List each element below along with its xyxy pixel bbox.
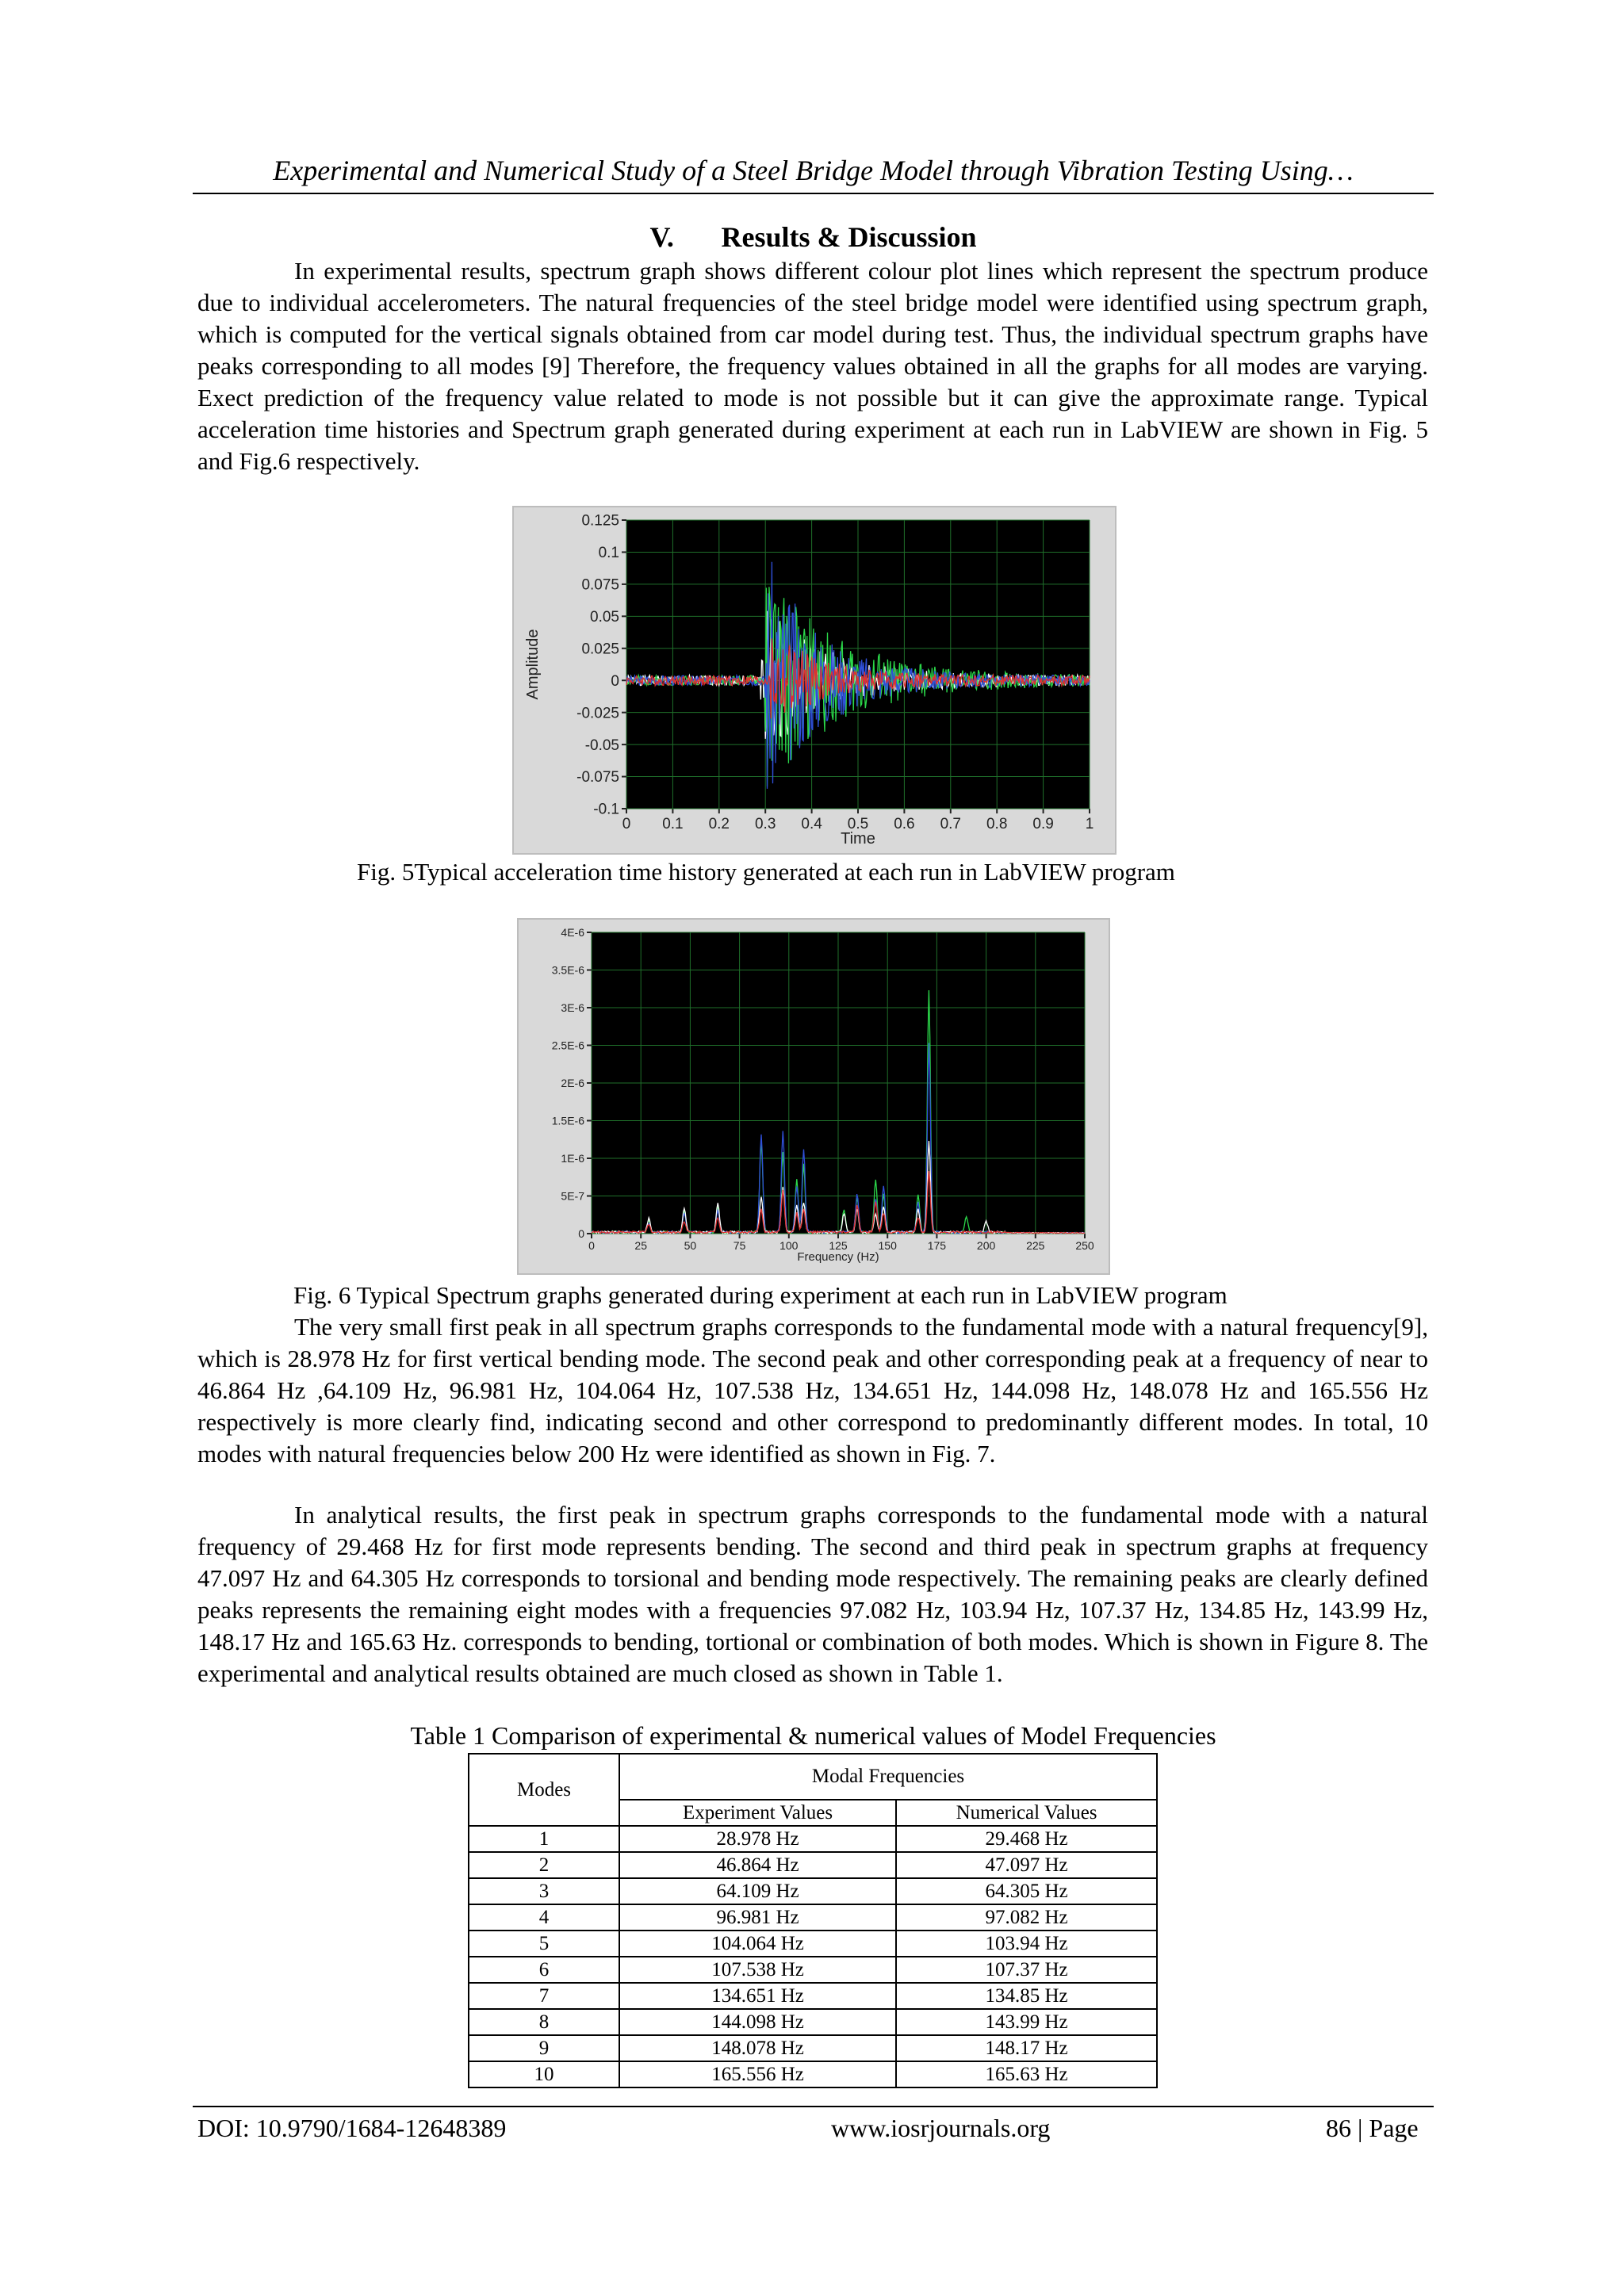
paragraph-intro bbox=[197, 255, 1428, 477]
x-tick-label: 175 bbox=[927, 1239, 947, 1252]
y-tick-label: -0.1 bbox=[593, 801, 619, 818]
paragraph-intro-text: In experimental results, spectrum graph shows different colour plot lines which represent the spectrum produce due to individual accelerometers. The natural frequencies of the steel bridge model were identified using spectrum graph, which is computed for the vertical signals obtained from car model during test. Thus, the individual spectrum graphs have peaks corresponding to all modes [9] Therefore, the frequency values obtained in all the graphs for all modes are varying. Exect prediction of the frequency value related to mode is not possible but it can give the approximate range. Typical acceleration time histories and Spectrum graph generated during experiment at each run in LabVIEW are shown in Fig. 5 and Fig.6 respectively. bbox=[197, 257, 1428, 475]
figure-5-caption: Fig. 5Typical acceleration time history generated at each run in LabVIEW program bbox=[357, 858, 1175, 886]
x-tick-label: 75 bbox=[733, 1239, 746, 1252]
y-tick-label: 1E-6 bbox=[561, 1151, 584, 1165]
cell-experiment: 134.651 Hz bbox=[619, 1983, 896, 2009]
x-tick-label: 0.5 bbox=[847, 816, 869, 832]
figure-6-caption: Fig. 6 Typical Spectrum graphs generated during experiment at each run in LabVIEW program bbox=[293, 1281, 1228, 1309]
header-modes: Modes bbox=[469, 1754, 619, 1826]
x-tick-label: 0.1 bbox=[662, 816, 684, 832]
footer-doi: DOI: 10.9790/1684-12648389 bbox=[197, 2114, 507, 2142]
header-modal-frequencies: Modal Frequencies bbox=[619, 1754, 1157, 1800]
cell-mode: 1 bbox=[469, 1826, 619, 1852]
paragraph-analytical bbox=[197, 1499, 1428, 1689]
x-tick-label: 225 bbox=[1026, 1239, 1045, 1252]
cell-numerical: 143.99 Hz bbox=[896, 2009, 1157, 2035]
x-tick-label: 0 bbox=[622, 816, 631, 832]
x-tick-label: 1 bbox=[1085, 816, 1094, 832]
paragraph-analytical-text: In analytical results, the first peak in spectrum graphs corresponds to the fundamental mode with a natural frequency of 29.468 Hz for first mode represents bending. The second and third peak in spectrum graphs at frequency 47.097 Hz and 64.305 Hz corresponds to torsional and bending mode respectively. The remaining peaks are clearly defined peaks represents the remaining eight modes with a frequencies 97.082 Hz, 103.94 Hz, 107.37 Hz, 134.85 Hz, 143.99 Hz, 148.17 Hz and 165.63 Hz. corresponds to bending, tortional or combination of both modes. Which is shown in Figure 8. The experimental and analytical results obtained are much closed as shown in Table 1. bbox=[197, 1501, 1428, 1687]
cell-mode: 8 bbox=[469, 2009, 619, 2035]
cell-mode: 9 bbox=[469, 2035, 619, 2061]
y-tick-label: -0.075 bbox=[576, 769, 619, 786]
table-row bbox=[469, 2061, 1157, 2087]
table-caption: Table 1 Comparison of experimental & numerical values of Model Frequencies bbox=[410, 1721, 1216, 1750]
cell-numerical: 103.94 Hz bbox=[896, 1931, 1157, 1957]
table-row bbox=[469, 1983, 1157, 2009]
cell-experiment: 148.078 Hz bbox=[619, 2035, 896, 2061]
section-title: Results & Discussion bbox=[721, 221, 977, 253]
cell-experiment: 96.981 Hz bbox=[619, 1904, 896, 1931]
cell-mode: 2 bbox=[469, 1852, 619, 1878]
cell-mode: 7 bbox=[469, 1983, 619, 2009]
time-history-chart bbox=[514, 507, 1115, 853]
y-tick-label: 0.125 bbox=[581, 512, 619, 530]
table-row bbox=[469, 1852, 1157, 1878]
x-tick-label: 125 bbox=[829, 1239, 848, 1252]
paragraph-experimental bbox=[197, 1311, 1428, 1470]
cell-experiment: 64.109 Hz bbox=[619, 1878, 896, 1904]
x-tick-label: 0.6 bbox=[894, 816, 915, 832]
y-tick-label: 2.5E-6 bbox=[551, 1039, 584, 1052]
y-axis-label: Amplitude bbox=[524, 629, 542, 700]
x-tick-label: 0 bbox=[588, 1239, 595, 1252]
x-axis-label: Time bbox=[841, 830, 875, 848]
cell-mode: 10 bbox=[469, 2061, 619, 2087]
y-tick-label: 0 bbox=[578, 1226, 584, 1240]
paragraph-experimental-text: The very small first peak in all spectrum graphs corresponds to the fundamental mode with a natural frequency[9], which is 28.978 Hz for first vertical bending mode. The second peak and other corresponding peak at a frequency of near to 46.864 Hz ,64.109 Hz, 96.981 Hz, 104.064 Hz, 107.538 Hz, 134.651 Hz, 144.098 Hz, 148.078 Hz and 165.556 Hz respectively is more clearly find, indicating second and other correspond to predominantly different modes. In total, 10 modes with natural frequencies below 200 Hz were identified as shown in Fig. 7. bbox=[197, 1313, 1428, 1468]
cell-numerical: 64.305 Hz bbox=[896, 1878, 1157, 1904]
footer-website[interactable]: www.iosrjournals.org bbox=[831, 2114, 1051, 2142]
cell-mode: 3 bbox=[469, 1878, 619, 1904]
x-tick-label: 200 bbox=[976, 1239, 996, 1252]
y-tick-label: -0.05 bbox=[584, 737, 619, 754]
table-row bbox=[469, 2009, 1157, 2035]
header-numerical-values: Numerical Values bbox=[896, 1800, 1157, 1826]
x-tick-label: 0.3 bbox=[754, 816, 776, 832]
cell-experiment: 165.556 Hz bbox=[619, 2061, 896, 2087]
frequency-table bbox=[468, 1753, 1158, 2088]
cell-numerical: 107.37 Hz bbox=[896, 1957, 1157, 1983]
section-number: V. bbox=[649, 221, 674, 253]
x-tick-label: 0.4 bbox=[801, 816, 822, 832]
cell-numerical: 29.468 Hz bbox=[896, 1826, 1157, 1852]
cell-experiment: 28.978 Hz bbox=[619, 1826, 896, 1852]
cell-mode: 4 bbox=[469, 1904, 619, 1931]
cell-mode: 6 bbox=[469, 1957, 619, 1983]
y-tick-label: 3.5E-6 bbox=[551, 963, 584, 977]
x-tick-label: 100 bbox=[779, 1239, 799, 1252]
y-tick-label: -0.025 bbox=[576, 705, 619, 722]
cell-numerical: 97.082 Hz bbox=[896, 1904, 1157, 1931]
cell-numerical: 134.85 Hz bbox=[896, 1983, 1157, 2009]
table-row bbox=[469, 2035, 1157, 2061]
y-tick-label: 4E-6 bbox=[561, 925, 584, 939]
cell-experiment: 46.864 Hz bbox=[619, 1852, 896, 1878]
footer-page-number: 86 | Page bbox=[1326, 2114, 1419, 2142]
cell-mode: 5 bbox=[469, 1931, 619, 1957]
running-header: Experimental and Numerical Study of a Steel Bridge Model through Vibration Testing Using… bbox=[193, 147, 1434, 194]
header-experiment-values: Experiment Values bbox=[619, 1800, 896, 1826]
y-tick-label: 0.05 bbox=[590, 608, 619, 626]
cell-numerical: 47.097 Hz bbox=[896, 1852, 1157, 1878]
section-heading bbox=[193, 220, 1434, 254]
cell-numerical: 165.63 Hz bbox=[896, 2061, 1157, 2087]
x-tick-label: 150 bbox=[878, 1239, 897, 1252]
x-tick-label: 25 bbox=[634, 1239, 647, 1252]
table-row bbox=[469, 1826, 1157, 1852]
x-axis-label: Frequency (Hz) bbox=[797, 1250, 879, 1264]
table-row bbox=[469, 1904, 1157, 1931]
y-tick-label: 3E-6 bbox=[561, 1001, 584, 1014]
x-tick-label: 50 bbox=[684, 1239, 697, 1252]
figure-5-time-history bbox=[512, 506, 1116, 855]
x-tick-label: 0.9 bbox=[1032, 816, 1054, 832]
cell-experiment: 144.098 Hz bbox=[619, 2009, 896, 2035]
y-tick-label: 0 bbox=[611, 672, 619, 690]
table-row bbox=[469, 1957, 1157, 1983]
y-tick-label: 0.025 bbox=[581, 641, 619, 658]
table-row bbox=[469, 1931, 1157, 1957]
y-tick-label: 1.5E-6 bbox=[551, 1114, 584, 1127]
y-tick-label: 2E-6 bbox=[561, 1076, 584, 1089]
x-tick-label: 0.2 bbox=[708, 816, 730, 832]
y-tick-label: 0.075 bbox=[581, 576, 619, 594]
spectrum-chart bbox=[519, 920, 1109, 1273]
y-tick-label: 0.1 bbox=[598, 545, 619, 562]
table-row bbox=[469, 1878, 1157, 1904]
x-tick-label: 0.7 bbox=[940, 816, 962, 832]
x-tick-label: 0.8 bbox=[986, 816, 1008, 832]
figure-6-spectrum bbox=[517, 918, 1110, 1275]
cell-experiment: 104.064 Hz bbox=[619, 1931, 896, 1957]
footer-rule bbox=[193, 2106, 1434, 2107]
cell-numerical: 148.17 Hz bbox=[896, 2035, 1157, 2061]
x-tick-label: 250 bbox=[1075, 1239, 1094, 1252]
y-tick-label: 5E-7 bbox=[561, 1189, 584, 1203]
cell-experiment: 107.538 Hz bbox=[619, 1957, 896, 1983]
